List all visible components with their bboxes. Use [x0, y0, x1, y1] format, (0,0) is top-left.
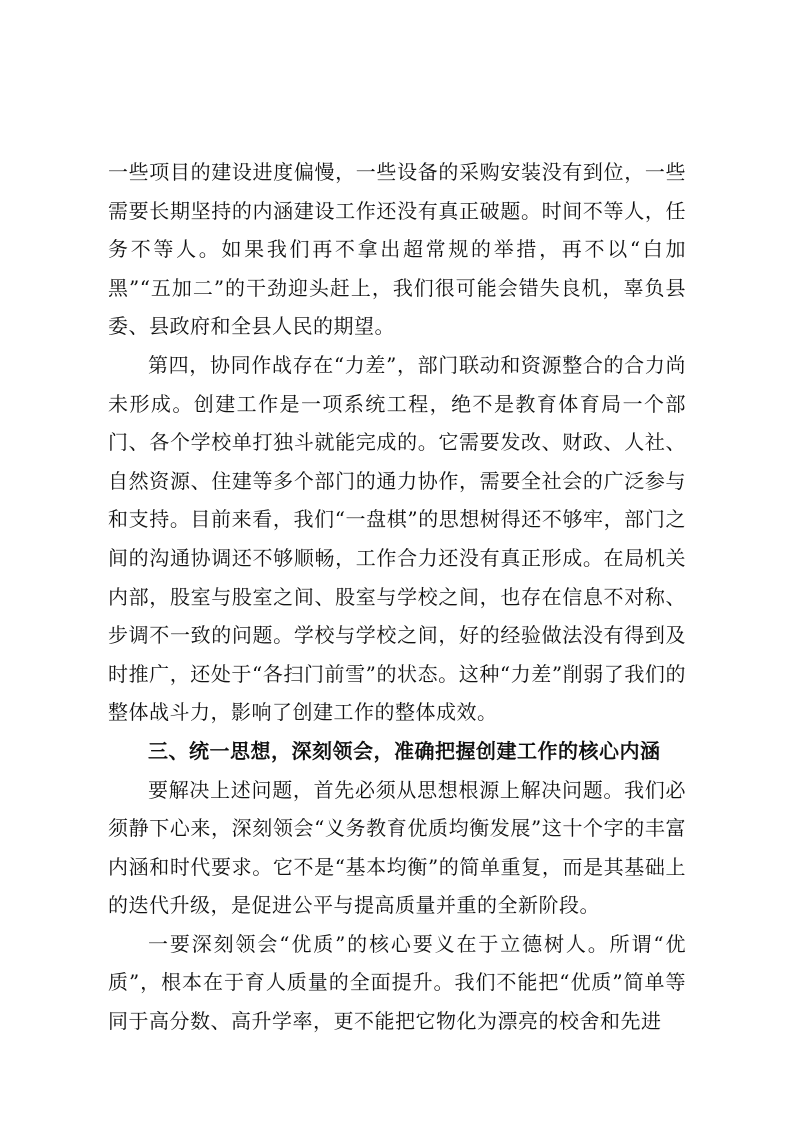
paragraph-fourth-point: 第四，协同作战存在“力差”，部门联动和资源整合的合力尚未形成。创建工作是一项系统工程，绝不是教育体育局一个部门、各个学校单打独斗就能完成的。它需要发改、财政、人社、自然资源、住建等多个部门的通力协作，需要全社会的广泛参与和支持。目前来看，我们“一盘棋”的思想树得还不够牢，部门之间的沟通协调还不够顺畅，工作合力还没有真正形成。在局机关内部，股室与股室之间、股室与学校之间，也存在信息不对称、步调不一致的问题。学校与学校之间，好的经验做法没有得到及时推广，还处于“各扫门前雪”的状态。这种“力差”削弱了我们的整体战斗力，影响了创建工作的整体成效。	[108, 352, 686, 725]
document-body	[108, 153, 686, 1041]
paragraph-section-intro: 要解决上述问题，首先必须从思想根源上解决问题。我们必须静下心来，深刻领会“义务教育优质均衡发展”这十个字的丰富内涵和时代要求。它不是“基本均衡”的简单重复，而是其基础上的迭代升级，是促进公平与提高质量并重的全新阶段。	[108, 777, 686, 918]
section-heading-three: 三、统一思想，深刻领会，准确把握创建工作的核心内涵	[148, 738, 661, 763]
paragraph-continuation: 一些项目的建设进度偏慢，一些设备的采购安装没有到位，一些需要长期坚持的内涵建设工作还没有真正破题。时间不等人，任务不等人。如果我们再不拿出超常规的举措，再不以“白加黑”“五加二”的干劲迎头赶上，我们很可能会错失良机，辜负县委、县政府和全县人民的期望。	[108, 160, 686, 339]
paragraph-first-requirement: 一要深刻领会“优质”的核心要义在于立德树人。所谓“优质”，根本在于育人质量的全面提升。我们不能把“优质”简单等同于高分数、高升学率，更不能把它物化为漂亮的校舍和先进	[108, 931, 686, 1034]
